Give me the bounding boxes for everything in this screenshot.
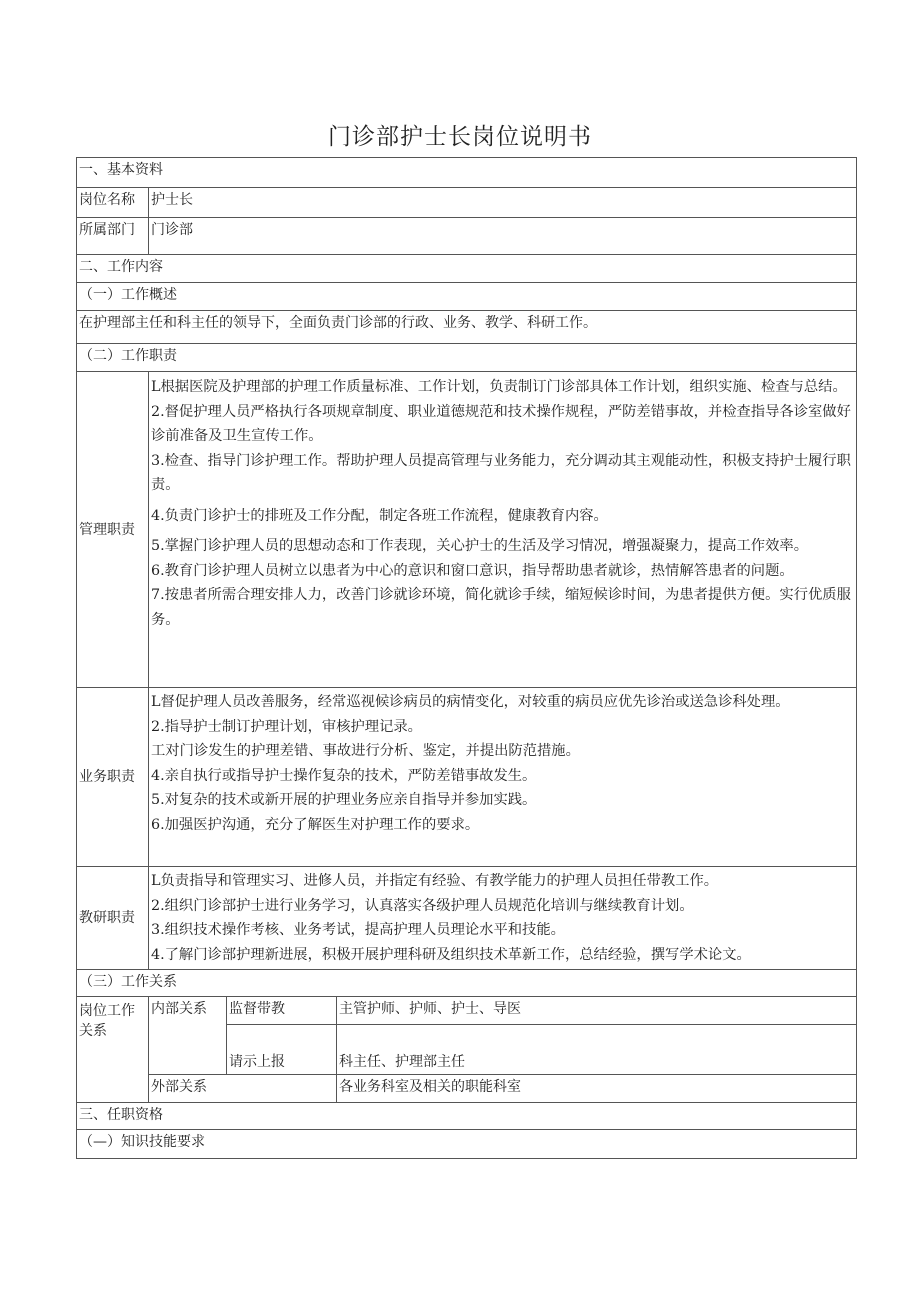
business-duties-row <box>77 688 857 867</box>
table-row <box>77 1075 857 1103</box>
duty-item: L根据医院及护理部的护理工作质量标准、工作计划，负责制订门诊部具体工作计划，组织实施、检查与总结。 <box>151 379 847 395</box>
table-row <box>77 283 857 311</box>
section1-heading: 一、基本资料 <box>77 158 857 188</box>
dept-label: 所属部门 <box>77 218 149 255</box>
section-row <box>77 1103 857 1130</box>
teaching-duties <box>149 867 857 970</box>
overview-heading: （一）工作概述 <box>77 283 857 311</box>
page-title: 门诊部护士长岗位说明书 <box>328 124 592 150</box>
duty-item: 2.指导护士制订护理计划，审核护理记录。 <box>151 718 422 735</box>
duty-item: L负责指导和管理实习、进修人员，并指定有经验、有教学能力的护理人员担任带教工作。 <box>151 873 719 889</box>
business-label: 业务职责 <box>77 688 149 867</box>
table-row <box>77 218 857 255</box>
duty-item: 3.检查、指导门诊护理工作。帮助护理人员提高管理与业务能力，充分调动其主观能动性，积极支持护士履行职责。 <box>151 452 851 493</box>
post-name-label: 岗位名称 <box>77 188 149 218</box>
duty-item: 5.掌握门诊护理人员的思想动态和丁作表现，关心护士的生活及学习情况，增强凝聚力，提高工作效率。 <box>151 538 808 554</box>
knowledge-heading: （—）知识技能要求 <box>77 1130 857 1159</box>
duty-item: 5.对复杂的技术或新开展的护理业务应亲自指导并参加实践。 <box>151 792 537 808</box>
section-row <box>77 158 857 188</box>
external-relations-value: 各业务科室及相关的职能科室 <box>337 1075 857 1103</box>
table-row <box>77 970 857 997</box>
report-label: 请示上报 <box>227 1025 337 1075</box>
internal-relations-label: 内部关系 <box>149 997 227 1075</box>
duty-item: 2.督促护理人员严格执行各项规章制度、职业道德规范和技术操作规程，严防差错事故，并检查指导各诊室做好诊前准备及卫生宣传工作。 <box>151 403 851 444</box>
duty-item: 6.教育门诊护理人员树立以患者为中心的意识和窗口意识，指导帮助患者就诊，热情解答患者的问题。 <box>151 562 794 579</box>
table-row <box>77 188 857 218</box>
overview-text: 在护理部主任和科主任的领导下，全面负责门诊部的行政、业务、教学、科研工作。 <box>77 311 857 344</box>
management-duties-row <box>77 372 857 688</box>
duty-item: 4.负责门诊护士的排班及工作分配，制定各班工作流程，健康教育内容。 <box>151 507 608 524</box>
supervise-value: 主管护师、护师、护士、导医 <box>337 997 857 1025</box>
duty-item: 4.了解门诊部护理新进展，积极开展护理科研及组织技术革新工作，总结经验，撰写学术论文。 <box>151 946 751 963</box>
duty-item: L督促护理人员改善服务，经常巡视候诊病员的病情变化，对较重的病员应优先诊治或送急诊科处理。 <box>151 694 790 710</box>
duty-item: 6.加强医护沟通，充分了解医生对护理工作的要求。 <box>151 816 480 833</box>
report-value: 科主任、护理部主任 <box>337 1025 857 1075</box>
business-duties <box>149 688 857 867</box>
post-name-value: 护士长 <box>149 188 857 218</box>
relations-label: 岗位工作关系 <box>77 997 149 1103</box>
table-row <box>77 1130 857 1159</box>
section2-heading: 二、工作内容 <box>77 255 857 283</box>
duty-item: 3.组织技术操作考核、业务考试，提高护理人员理论水平和技能。 <box>151 922 565 938</box>
duty-item: 工对门诊发生的护理差错、事故进行分析、鉴定，并提出防范措施。 <box>151 743 580 759</box>
duties-heading: （二）工作职责 <box>77 344 857 372</box>
table-row <box>77 997 857 1025</box>
duty-item: 7.按患者所需合理安排人力，改善门诊就诊环境，简化就诊手续，缩短候诊时间，为患者提供方便。实行优质服务。 <box>151 587 851 628</box>
duty-item: 2.组织门诊部护士进行业务学习，认真落实各级护理人员规范化培训与继续教育计划。 <box>151 897 694 914</box>
relations-heading: （三）工作关系 <box>77 970 857 997</box>
section-row <box>77 255 857 283</box>
management-duties <box>149 372 857 688</box>
dept-value: 门诊部 <box>149 218 857 255</box>
duty-item: 4.亲自执行或指导护士操作复杂的技术，严防差错事故发生。 <box>151 767 537 784</box>
management-label: 管理职责 <box>77 372 149 688</box>
teaching-duties-row <box>77 867 857 970</box>
table-row <box>77 344 857 372</box>
job-description-table <box>76 157 857 1159</box>
table-row <box>77 311 857 344</box>
external-relations-label: 外部关系 <box>149 1075 337 1103</box>
section3-heading: 三、任职资格 <box>77 1103 857 1130</box>
supervise-label: 监督带教 <box>227 997 337 1025</box>
teaching-label: 教研职责 <box>77 867 149 970</box>
